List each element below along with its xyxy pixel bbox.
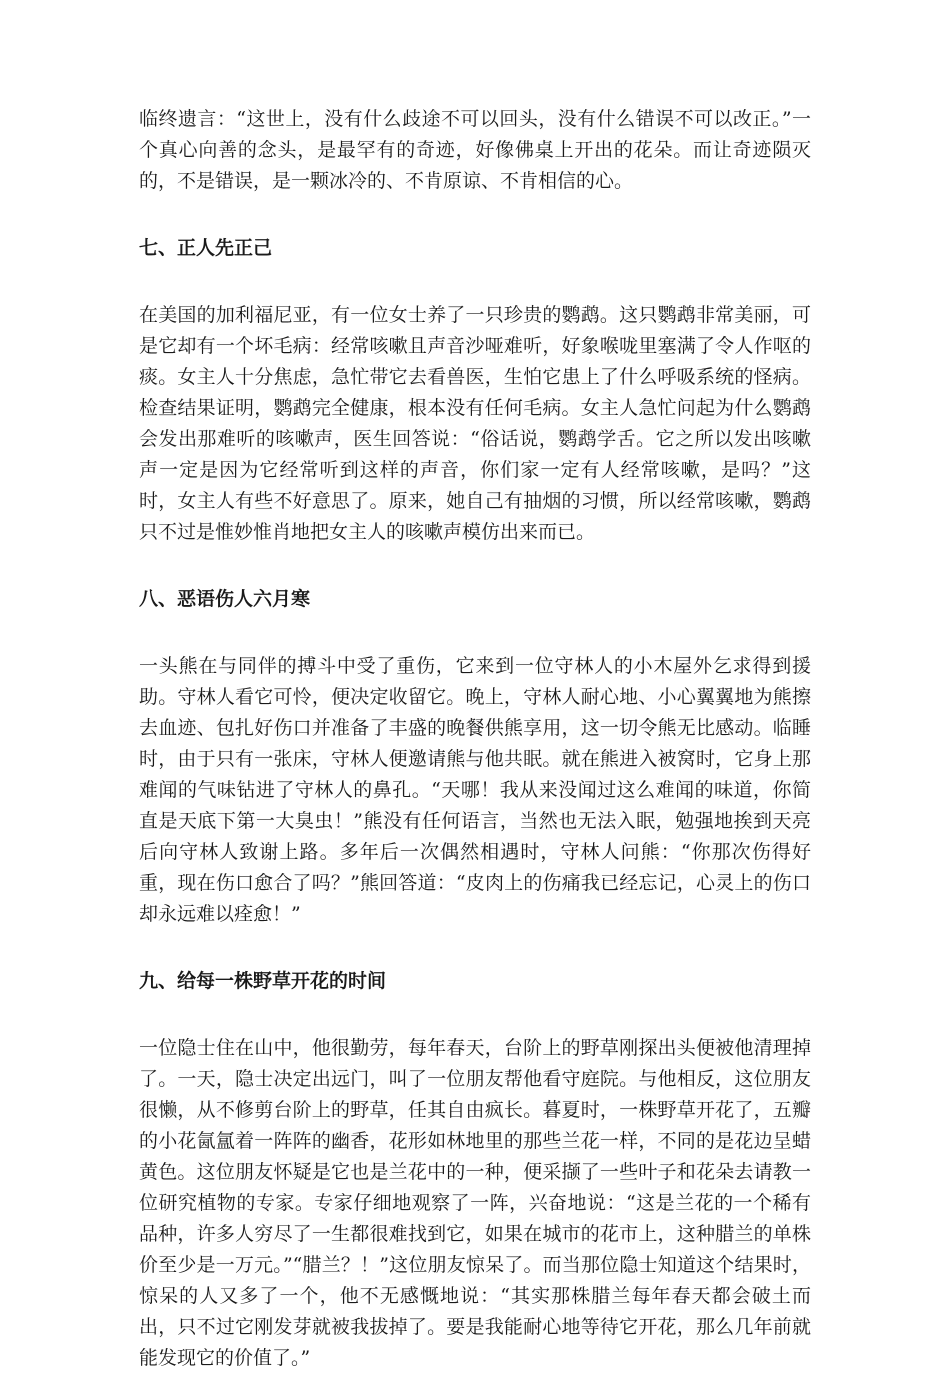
document-page — [139, 104, 811, 1374]
section-body-7: 在美国的加利福尼亚，有一位女士养了一只珍贵的鹦鹉。这只鹦鹉非常美丽，可是它却有一个坏毛病：经常咳嗽且声音沙哑难听，好象喉咙里塞满了令人作呕的痰。女主人十分焦虑，急忙带它去看兽医，生怕它患上了什么呼吸系统的怪病。检查结果证明，鹦鹉完全健康，根本没有任何毛病。女主人急忙问起为什么鹦鹉会发出那难听的咳嗽声，医生回答说：“俗话说，鹦鹉学舌。它之所以发出咳嗽声一定是因为它经常听到这样的声音，你们家一定有人经常咳嗽，是吗？”这时，女主人有些不好意思了。原来，她自己有抽烟的习惯，所以经常咳嗽，鹦鹉只不过是惟妙惟肖地把女主人的咳嗽声模仿出来而已。 — [139, 304, 811, 543]
section-body-9: 一位隐士住在山中，他很勤劳，每年春天，台阶上的野草刚探出头便被他清理掉了。一天，隐士决定出远门，叫了一位朋友帮他看守庭院。与他相反，这位朋友很懒，从不修剪台阶上的野草，任其自由疯长。暮夏时，一株野草开花了，五瓣的小花氤氲着一阵阵的幽香，花形如林地里的那些兰花一样，不同的是花边呈蜡黄色。这位朋友怀疑是它也是兰花中的一种，便采撷了一些叶子和花朵去请教一位研究植物的专家。专家仔细地观察了一阵，兴奋地说：“这是兰花的一个稀有品种，许多人穷尽了一生都很难找到它，如果在城市的花市上，这种腊兰的单株价至少是一万元。”“腊兰？！”这位朋友惊呆了。而当那位隐士知道这个结果时，惊呆的人又多了一个，他不无感慨地说：“其实那株腊兰每年春天都会破土而出，只不过它刚发芽就被我拔掉了。要是我能耐心地等待它开花，那么几年前就能发现它的价值了。” — [139, 1037, 811, 1369]
section-heading-7: 七、正人先正己 — [139, 237, 273, 259]
section-body-8: 一头熊在与同伴的搏斗中受了重伤，它来到一位守林人的小木屋外乞求得到援助。守林人看它可怜，便决定收留它。晚上，守林人耐心地、小心翼翼地为熊擦去血迹、包扎好伤口并准备了丰盛的晚餐供熊享用，这一切令熊无比感动。临睡时，由于只有一张床，守林人便邀请熊与他共眠。就在熊进入被窝时，它身上那难闻的气味钻进了守林人的鼻孔。“天哪！我从来没闻过这么难闻的味道，你简直是天底下第一大臭虫！”熊没有任何语言，当然也无法入眠，勉强地挨到天亮后向守林人致谢上路。多年后一次偶然相遇时，守林人问熊：“你那次伤得好重，现在伤口愈合了吗？”熊回答道：“皮肉上的伤痛我已经忘记，心灵上的伤口却永远难以痊愈！” — [139, 655, 811, 925]
section-heading-9: 九、给每一株野草开花的时间 — [139, 970, 387, 992]
intro-paragraph: 临终遗言：“这世上，没有什么歧途不可以回头，没有什么错误不可以改正。”一个真心向善的念头，是最罕有的奇迹，好像佛桌上开出的花朵。而让奇迹陨灭的，不是错误，是一颗冰冷的、不肯原谅、不肯相信的心。 — [139, 108, 811, 192]
section-heading-8: 八、恶语伤人六月寒 — [139, 588, 311, 610]
